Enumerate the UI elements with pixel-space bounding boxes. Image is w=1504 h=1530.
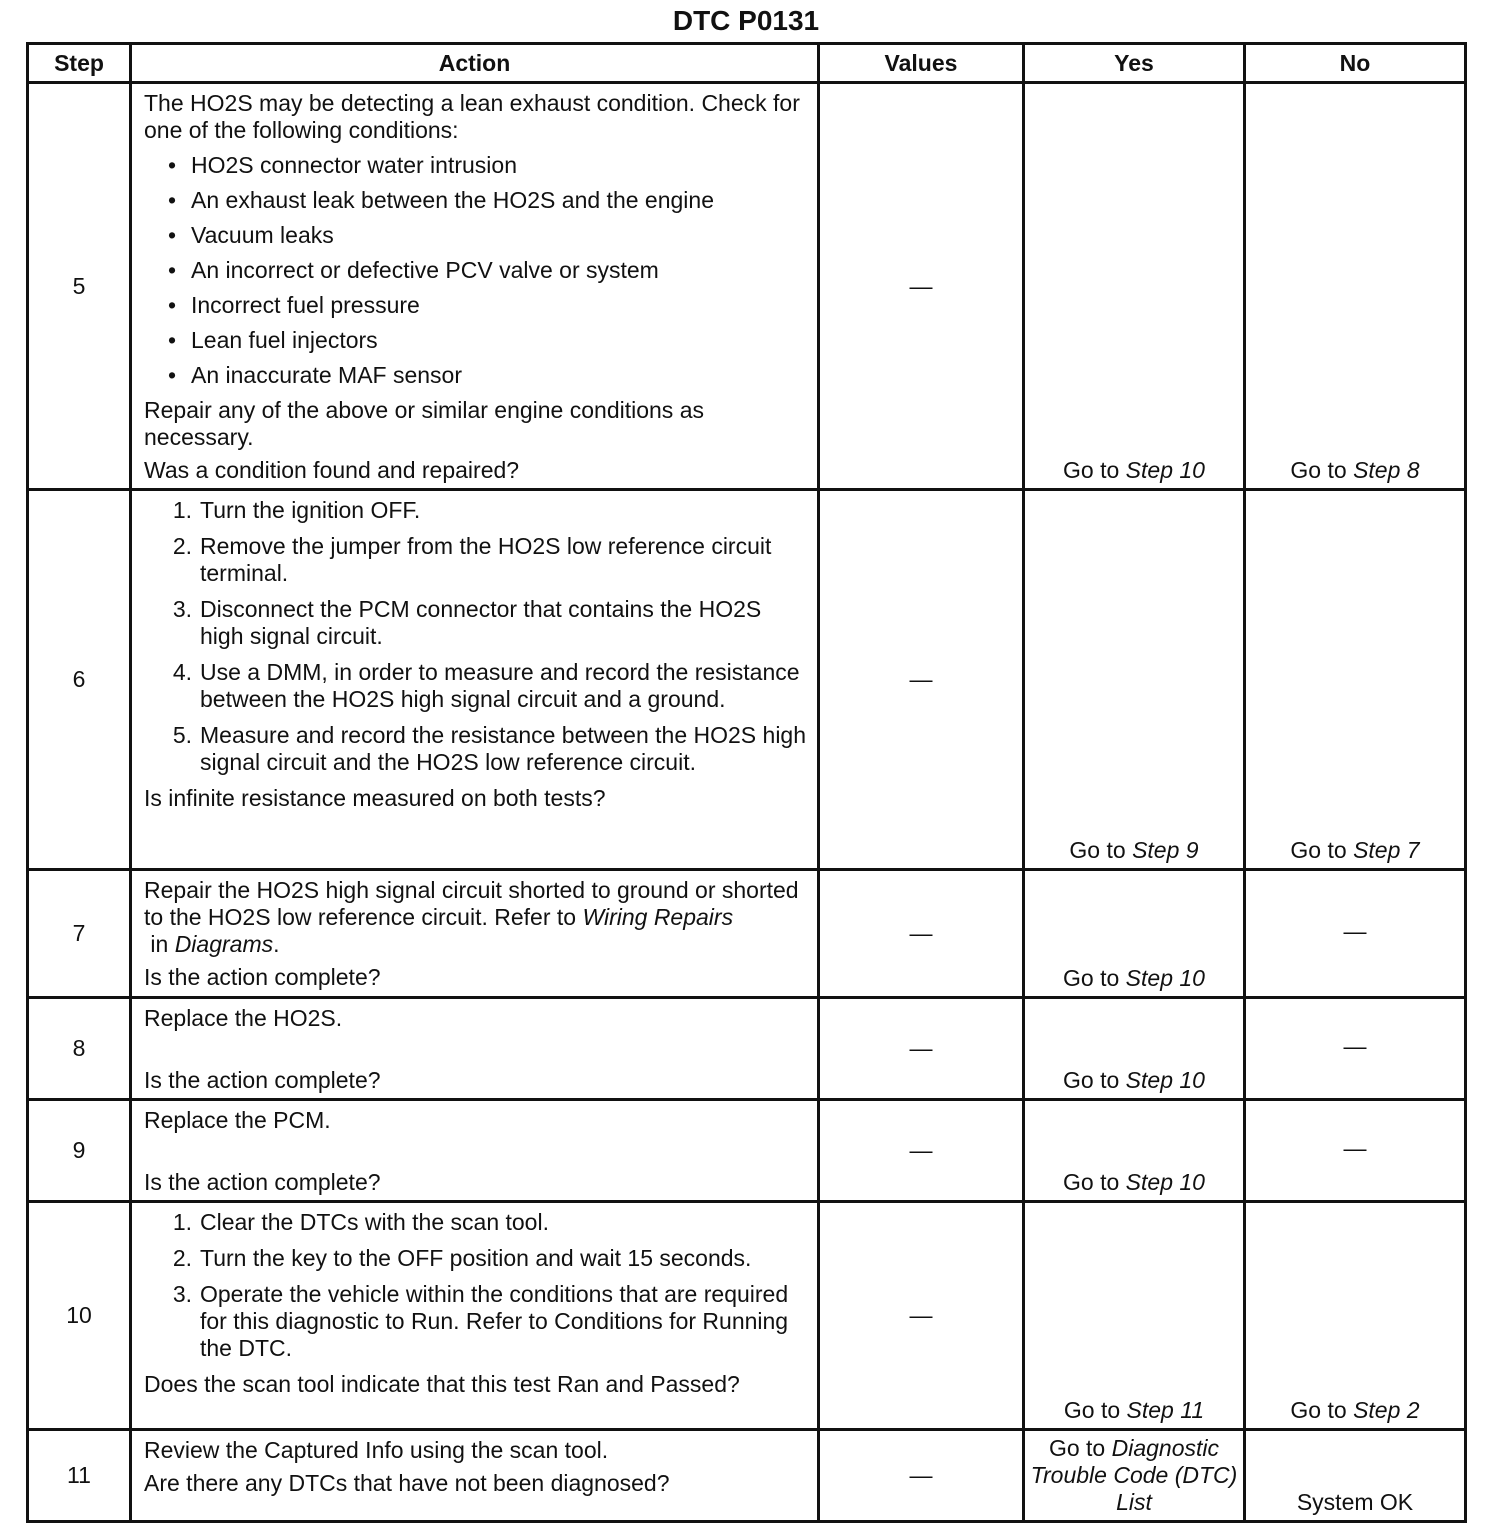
yes-step-link[interactable]: Step 10 xyxy=(1125,457,1205,483)
list-item xyxy=(144,497,807,524)
list-item xyxy=(144,1281,807,1362)
values-cell: — xyxy=(819,1430,1024,1522)
item-text: Turn the ignition OFF. xyxy=(200,497,421,523)
header-no: No xyxy=(1245,44,1466,83)
no-cell xyxy=(1245,83,1466,490)
yes-prefix: Go to xyxy=(1048,1435,1112,1461)
item-text: Use a DMM, in order to measure and record the resistance between the HO2S high signal circuit and a ground. xyxy=(200,659,800,712)
list-item xyxy=(144,533,807,587)
table-row xyxy=(28,83,1466,490)
yes-step-link[interactable]: Step 10 xyxy=(1125,965,1205,991)
action-text: Review the Captured Info using the scan tool. xyxy=(144,1437,609,1463)
yes-cell xyxy=(1024,83,1245,490)
no-cell: — xyxy=(1245,1100,1466,1202)
no-step-link[interactable]: Step 7 xyxy=(1353,837,1420,863)
no-prefix: Go to xyxy=(1290,1397,1354,1423)
action-text xyxy=(144,877,807,958)
table-row xyxy=(28,870,1466,998)
action-cell xyxy=(131,998,819,1100)
yes-cell xyxy=(1024,1430,1245,1522)
procedure-list xyxy=(144,1209,807,1362)
action-question: Is the action complete? xyxy=(144,964,381,990)
yes-cell xyxy=(1024,870,1245,998)
table-row xyxy=(28,998,1466,1100)
yes-cell xyxy=(1024,490,1245,870)
no-cell: System OK xyxy=(1245,1430,1466,1522)
header-row xyxy=(28,44,1466,83)
header-action: Action xyxy=(131,44,819,83)
header-values: Values xyxy=(819,44,1024,83)
yes-cell xyxy=(1024,998,1245,1100)
list-item: • An incorrect or defective PCV valve or system xyxy=(166,257,807,284)
header-yes: Yes xyxy=(1024,44,1245,83)
list-item: • HO2S connector water intrusion xyxy=(166,152,807,179)
step-number: 11 xyxy=(28,1430,131,1522)
table-row xyxy=(28,1430,1466,1522)
item-text: Clear the DTCs with the scan tool. xyxy=(200,1209,549,1235)
action-followup: Repair any of the above or similar engine conditions as necessary. xyxy=(144,397,704,450)
action-question: Does the scan tool indicate that this test Ran and Passed? xyxy=(144,1371,740,1397)
no-cell xyxy=(1245,1202,1466,1430)
condition-list xyxy=(144,152,807,389)
step-number: 8 xyxy=(28,998,131,1100)
page-title: DTC P0131 xyxy=(672,5,820,36)
item-number: 2. xyxy=(172,1245,192,1271)
yes-prefix: Go to xyxy=(1069,837,1133,863)
action-cell xyxy=(131,1202,819,1430)
item-number: 3. xyxy=(172,1281,192,1307)
procedure-list xyxy=(144,497,807,776)
yes-step-link[interactable]: Step 10 xyxy=(1125,1169,1205,1195)
no-cell: — xyxy=(1245,870,1466,998)
list-item: • Vacuum leaks xyxy=(166,222,807,249)
yes-prefix: Go to xyxy=(1063,457,1126,483)
list-item: • Lean fuel injectors xyxy=(166,327,807,354)
diagnostic-table xyxy=(26,42,1467,1523)
step-number: 7 xyxy=(28,870,131,998)
item-text: Turn the key to the OFF position and wait 15 seconds. xyxy=(200,1245,752,1271)
yes-step-link[interactable]: Step 11 xyxy=(1126,1397,1205,1423)
yes-prefix: Go to xyxy=(1063,1169,1126,1195)
list-item xyxy=(144,659,807,713)
table-row xyxy=(28,1202,1466,1430)
action-question: Is infinite resistance measured on both tests? xyxy=(144,785,606,811)
values-cell: — xyxy=(819,1100,1024,1202)
list-item: • Incorrect fuel pressure xyxy=(166,292,807,319)
item-number: 1. xyxy=(172,1209,192,1235)
no-step-link[interactable]: Step 2 xyxy=(1353,1397,1420,1423)
list-item xyxy=(144,722,807,776)
dtc-list-link[interactable]: Diagnostic Trouble Code (DTC) List xyxy=(1030,1435,1238,1515)
no-cell xyxy=(1245,490,1466,870)
action-cell xyxy=(131,870,819,998)
action-cell xyxy=(131,83,819,490)
values-cell: — xyxy=(819,1202,1024,1430)
yes-step-link[interactable]: Step 10 xyxy=(1125,1067,1205,1093)
yes-cell xyxy=(1024,1100,1245,1202)
header-step: Step xyxy=(28,44,131,83)
action-question: Are there any DTCs that have not been diagnosed? xyxy=(144,1470,670,1496)
list-item: • An inaccurate MAF sensor xyxy=(166,362,807,389)
list-item xyxy=(144,1245,807,1272)
item-number: 2. xyxy=(172,533,192,559)
action-text: Replace the PCM. xyxy=(144,1107,331,1133)
item-number: 1. xyxy=(172,497,192,523)
diagrams-link[interactable]: Diagrams xyxy=(174,931,274,957)
action-text-part: . xyxy=(273,931,280,957)
no-cell: — xyxy=(1245,998,1466,1100)
step-number: 5 xyxy=(28,83,131,490)
step-number: 10 xyxy=(28,1202,131,1430)
action-question: Is the action complete? xyxy=(144,1169,381,1195)
values-cell: — xyxy=(819,490,1024,870)
values-cell: — xyxy=(819,83,1024,490)
action-intro: The HO2S may be detecting a lean exhaust condition. Check for one of the following conditions: xyxy=(144,90,800,143)
item-number: 5. xyxy=(172,722,192,748)
values-cell: — xyxy=(819,870,1024,998)
action-text-part: in xyxy=(144,931,175,957)
list-item: • An exhaust leak between the HO2S and the engine xyxy=(166,187,807,214)
no-step-link[interactable]: Step 8 xyxy=(1353,457,1420,483)
no-prefix: Go to xyxy=(1290,837,1354,863)
action-text: Replace the HO2S. xyxy=(144,1005,343,1031)
wiring-repairs-link[interactable]: Wiring Repairs xyxy=(582,904,734,930)
action-cell xyxy=(131,1430,819,1522)
action-cell xyxy=(131,1100,819,1202)
values-cell: — xyxy=(819,998,1024,1100)
action-question: Was a condition found and repaired? xyxy=(144,457,520,483)
list-item xyxy=(144,1209,807,1236)
item-text: Remove the jumper from the HO2S low reference circuit terminal. xyxy=(200,533,772,586)
yes-step-link[interactable]: Step 9 xyxy=(1132,837,1199,863)
yes-prefix: Go to xyxy=(1063,1067,1126,1093)
item-number: 3. xyxy=(172,596,192,622)
item-number: 4. xyxy=(172,659,192,685)
step-number: 6 xyxy=(28,490,131,870)
list-item xyxy=(144,596,807,650)
yes-cell xyxy=(1024,1202,1245,1430)
step-number: 9 xyxy=(28,1100,131,1202)
yes-prefix: Go to xyxy=(1063,1397,1127,1423)
action-cell xyxy=(131,490,819,870)
item-text: Measure and record the resistance between the HO2S high signal circuit and the HO2S low reference circuit. xyxy=(200,722,807,775)
action-text-part: Repair the HO2S high signal circuit shorted to ground or shorted to the HO2S low reference circuit. Refer to xyxy=(144,877,799,930)
item-text: Operate the vehicle within the conditions that are required for this diagnostic to Run. Refer to Conditions for Running the DTC. xyxy=(200,1281,789,1361)
action-question: Is the action complete? xyxy=(144,1067,381,1093)
table-row xyxy=(28,490,1466,870)
yes-prefix: Go to xyxy=(1063,965,1126,991)
no-prefix: Go to xyxy=(1290,457,1354,483)
table-row xyxy=(28,1100,1466,1202)
item-text: Disconnect the PCM connector that contains the HO2S high signal circuit. xyxy=(200,596,762,649)
